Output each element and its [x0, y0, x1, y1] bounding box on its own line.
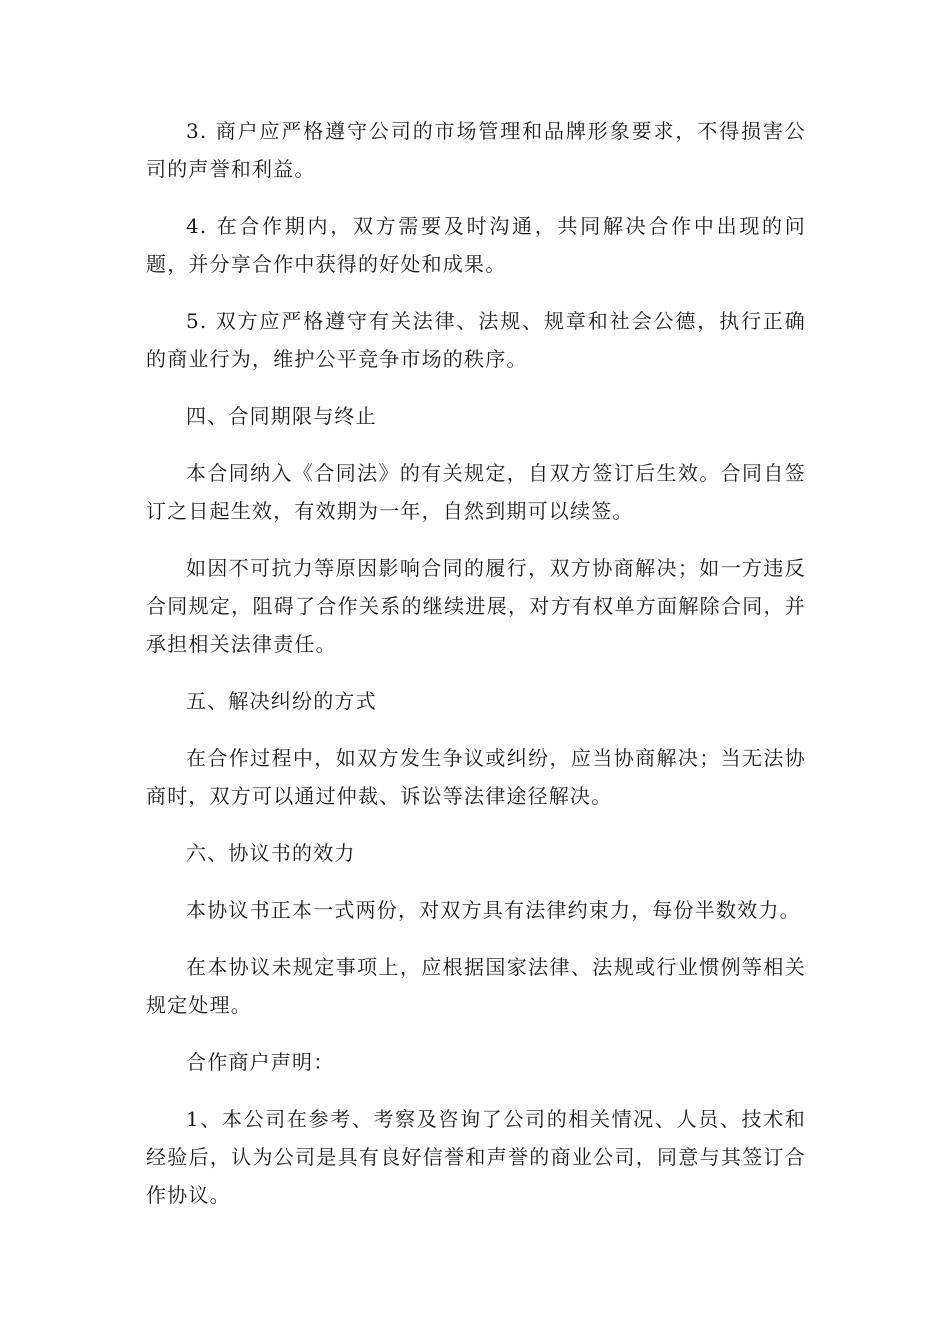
document-body — [146, 112, 806, 1233]
section-heading-validity: 六、协议书的效力 — [186, 841, 356, 865]
clause-3: 3. 商户应严格遵守公司的市场管理和品牌形象要求，不得损害公司的声誉和利益。 — [146, 119, 806, 181]
merchant-declaration-heading: 合作商户声明： — [186, 1050, 335, 1074]
disputes-paragraph: 在合作过程中，如双方发生争议或纠纷，应当协商解决；当无法协商时，双方可以通过仲裁、诉讼等法律途径解决。 — [146, 746, 806, 808]
validity-paragraph-1: 本协议书正本一式两份，对双方具有法律约束力，每份半数效力。 — [186, 898, 801, 922]
section-heading-disputes: 五、解决纠纷的方式 — [186, 689, 377, 713]
validity-paragraph-2: 在本协议未规定事项上，应根据国家法律、法规或行业惯例等相关规定处理。 — [146, 955, 806, 1017]
term-paragraph-2: 如因不可抗力等原因影响合同的履行，双方协商解决；如一方违反合同规定，阻碍了合作关系的继续进展，对方有权单方面解除合同，并承担相关法律责任。 — [146, 556, 806, 656]
clause-4: 4. 在合作期内，双方需要及时沟通，共同解决合作中出现的问题，并分享合作中获得的好处和成果。 — [146, 214, 806, 276]
section-heading-term: 四、合同期限与终止 — [186, 404, 377, 428]
merchant-declaration-item-1: 1、本公司在参考、考察及咨询了公司的相关情况、人员、技术和经验后，认为公司是具有良好信誉和声誉的商业公司，同意与其签订合作协议。 — [146, 1107, 806, 1207]
clause-5: 5. 双方应严格遵守有关法律、法规、规章和社会公德，执行正确的商业行为，维护公平竞争市场的秩序。 — [146, 309, 806, 371]
term-paragraph-1: 本合同纳入《合同法》的有关规定，自双方签订后生效。合同自签订之日起生效，有效期为一年，自然到期可以续签。 — [146, 461, 806, 523]
